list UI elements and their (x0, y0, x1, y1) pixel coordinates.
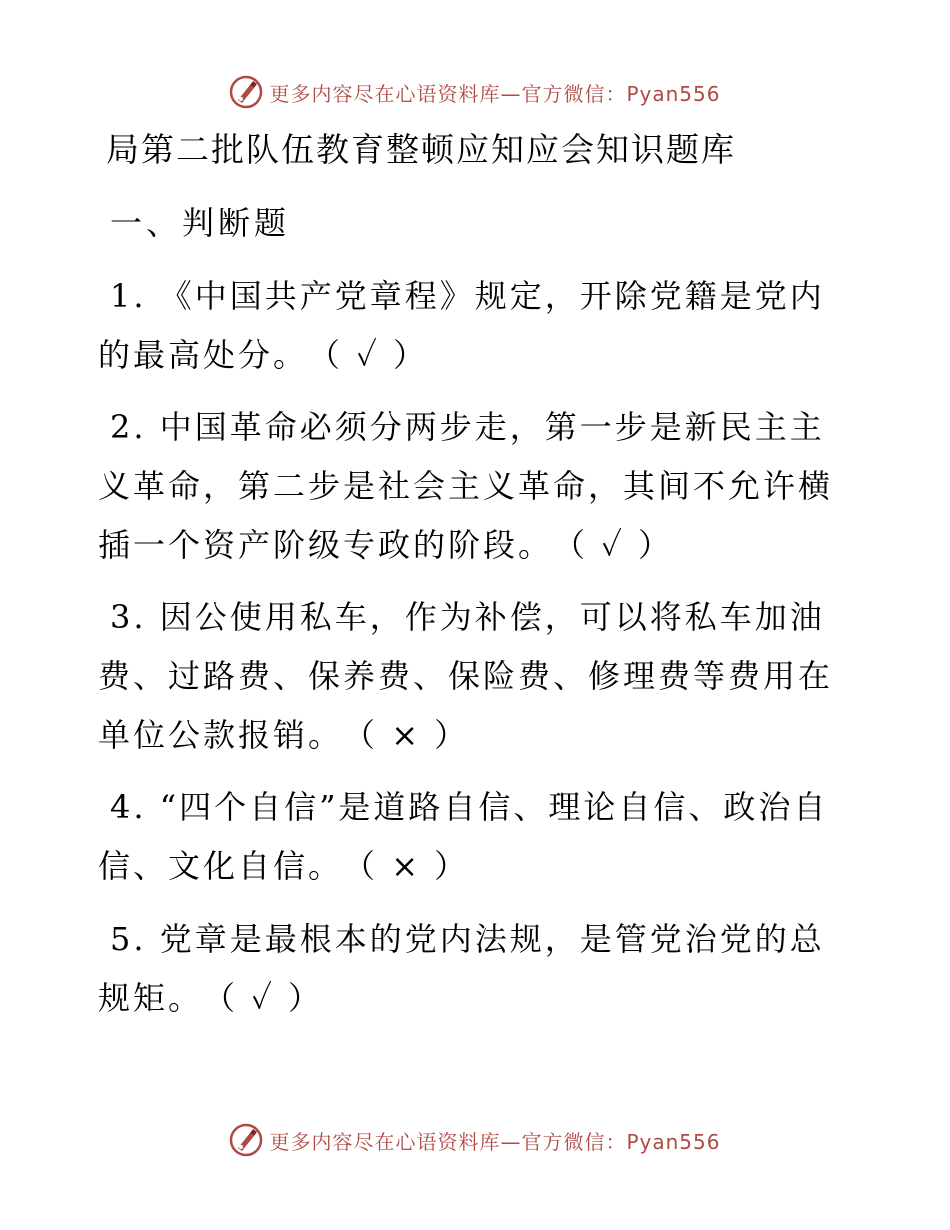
question-text: 中国革命必须分两步走，第一步是新民主主义革命，第二步是社会主义革命，其间不允许横插一个资产阶级专政的阶段。 (98, 408, 834, 564)
question-item (98, 778, 858, 896)
document-title: 局第二批队伍教育整顿应知应会知识题库 (106, 130, 736, 169)
question-text: 《中国共产党章程》规定，开除党籍是党内的最高处分。 (98, 277, 825, 374)
watermark-footer (0, 1118, 950, 1162)
answer-mark: （ × ） (343, 847, 470, 885)
question-number: 2. (110, 408, 147, 446)
watermark-text: 更多内容尽在心语资料库—官方微信：Pyan556 (269, 81, 721, 106)
question-number: 3. (110, 598, 147, 636)
answer-mark: （ ✓ ） (308, 336, 428, 374)
pen-logo-icon (229, 75, 263, 109)
answer-mark: （ × ） (343, 716, 470, 754)
question-number: 5. (110, 920, 147, 958)
question-number: 1. (110, 277, 147, 315)
question-text: 因公使用私车，作为补偿，可以将私车加油费、过路费、保养费、保险费、修理费等费用在单位公款报销。 (98, 598, 834, 754)
question-text: 党章是最根本的党内法规，是管党治党的总规矩。 (98, 920, 825, 1017)
question-item (98, 588, 858, 765)
question-item (98, 267, 858, 385)
pen-logo-icon (229, 1123, 263, 1157)
watermark-header (0, 70, 950, 114)
question-item (98, 398, 858, 575)
question-text: “四个自信”是道路自信、理论自信、政治自信、文化自信。 (98, 788, 829, 885)
section-heading: 一、判断题 (110, 204, 291, 242)
question-item (98, 910, 858, 1028)
watermark-text: 更多内容尽在心语资料库—官方微信：Pyan556 (269, 1129, 721, 1154)
answer-mark: （ ✓ ） (203, 979, 323, 1017)
answer-mark: （ ✓ ） (553, 526, 673, 564)
question-number: 4. (110, 788, 147, 826)
